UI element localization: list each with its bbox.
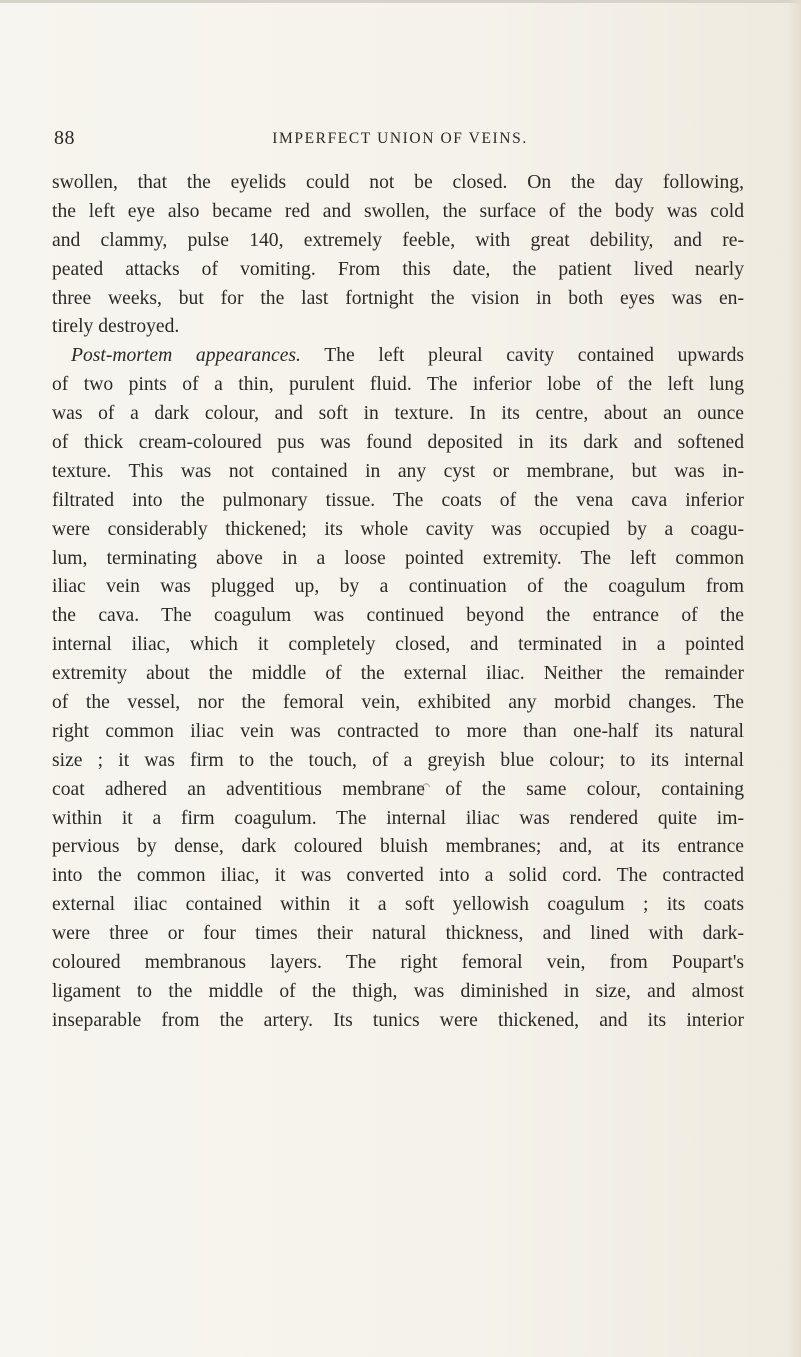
text-line: ligament to the middle of the thigh, was diminished in size, and almost (52, 980, 744, 1002)
text-line: were considerably thickened; its whole cavity was occupied by a coagu- (52, 518, 744, 540)
text-line: internal iliac, which it completely closed, and terminated in a pointed (52, 634, 744, 656)
text-line: of thick cream-coloured pus was found deposited in its dark and softened (52, 432, 744, 454)
running-head: IMPERFECT UNION OF VEINS. (272, 130, 528, 147)
paragraph-post-mortem (52, 342, 744, 1035)
text-line: and clammy, pulse 140, extremely feeble, with great debility, and re- (52, 229, 744, 251)
page-header (50, 127, 750, 153)
body-text (52, 169, 744, 1036)
text-line: of two pints of a thin, purulent fluid. The inferior lobe of the left lung (52, 374, 744, 396)
text-line-first (52, 342, 744, 371)
text-line: right common iliac vein was contracted to more than one-half its natural (52, 720, 744, 742)
text-line: size ; it was firm to the touch, of a greyish blue colour; to its internal (52, 749, 744, 771)
page-right-edge-shadow (787, 0, 801, 1357)
text-line: iliac vein was plugged up, by a continuation of the coagulum from (52, 576, 744, 598)
text-line: tirely destroyed. (52, 316, 180, 338)
text-line: were three or four times their natural thickness, and lined with dark- (52, 923, 744, 945)
text-line: coat adhered an adventitious membrane of the same colour, containing (52, 778, 744, 800)
text-line: swollen, that the eyelids could not be closed. On the day following, (52, 172, 744, 193)
paragraph-case-history (52, 169, 744, 342)
text-line: into the common iliac, it was converted into a solid cord. The contracted (52, 865, 744, 887)
text-line: filtrated into the pulmonary tissue. The coats of the vena cava inferior (52, 489, 744, 511)
text-line: was of a dark colour, and soft in texture. In its centre, about an ounce (52, 403, 744, 425)
text-line: pervious by dense, dark coloured bluish membranes; and, at its entrance (52, 836, 744, 858)
text-line-rest: The left pleural cavity contained upwards (300, 345, 745, 367)
text-line: texture. This was not contained in any cyst or membrane, but was in- (52, 460, 744, 482)
text-line: three weeks, but for the last fortnight the vision in both eyes was en- (52, 287, 744, 309)
text-line: lum, terminating above in a loose pointed extremity. The left common (52, 547, 744, 569)
section-lead-italic: Post-mortem appearances. (71, 345, 301, 367)
page-number: 88 (54, 127, 75, 149)
text-line: coloured membranous layers. The right femoral vein, from Poupart's (52, 952, 744, 974)
text-line: the cava. The coagulum was continued beyond the entrance of the (52, 605, 744, 627)
text-line: the left eye also became red and swollen, the surface of the body was cold (52, 200, 744, 222)
text-line: peated attacks of vomiting. From this date, the patient lived nearly (52, 258, 744, 280)
text-line: inseparable from the artery. Its tunics were thickened, and its interior (52, 1009, 744, 1031)
text-line: external iliac contained within it a soft yellowish coagulum ; its coats (52, 894, 744, 916)
text-line: of the vessel, nor the femoral vein, exhibited any morbid changes. The (52, 692, 744, 714)
ink-smudge-mark (412, 781, 432, 797)
page-top-edge (0, 0, 801, 3)
text-line: within it a firm coagulum. The internal iliac was rendered quite im- (52, 807, 744, 829)
text-line: extremity about the middle of the external iliac. Neither the remainder (52, 663, 744, 685)
